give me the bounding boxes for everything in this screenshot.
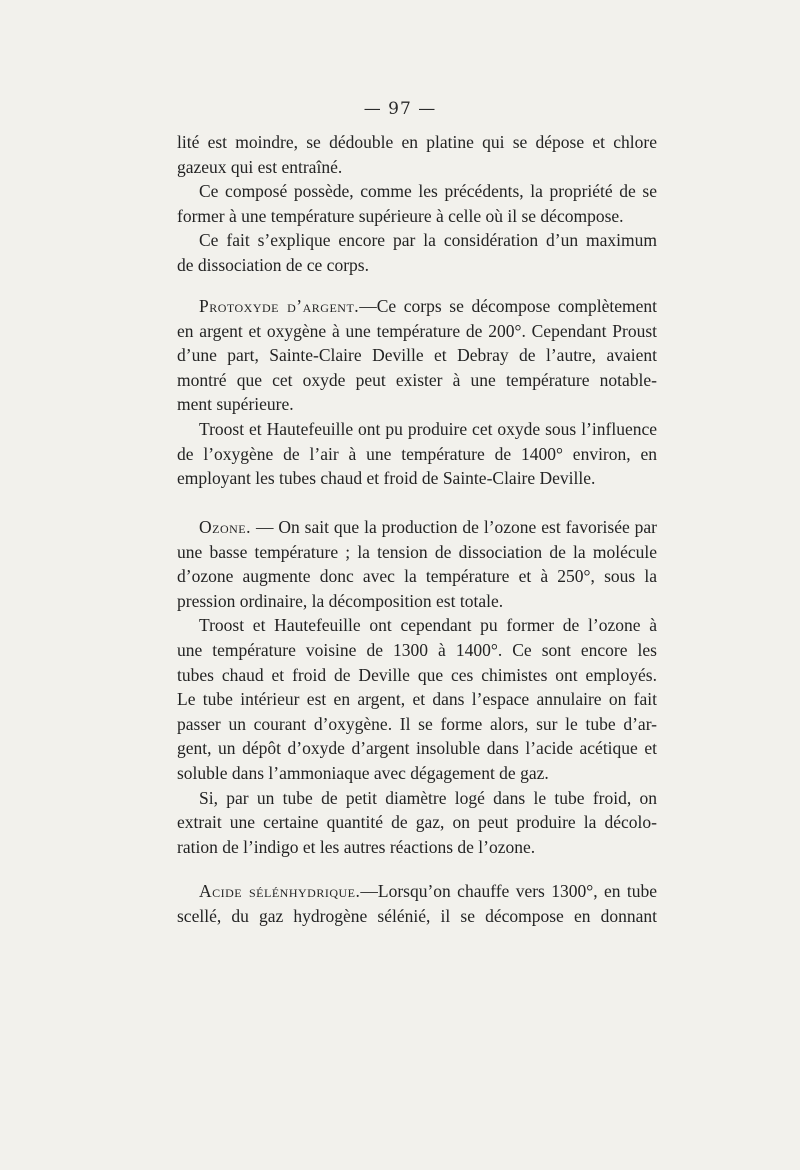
text-line: montré que cet oxyde peut exister à une température notable-	[177, 369, 657, 390]
text-line: Ozone. — On sait que la production de l’ozone est favorisée par	[199, 517, 657, 537]
text-line: de dissociation de ce corps.	[177, 254, 369, 275]
section-heading: Ozone.	[199, 517, 252, 537]
text-line: Troost et Hautefeuille ont pu produire cet oxyde sous l’influence	[199, 418, 657, 439]
text-line: extrait une certaine quantité de gaz, on peut produire la décolo-	[177, 812, 657, 833]
section-heading: Protoxyde d’argent.	[199, 296, 360, 316]
paragraph-block-4	[177, 879, 657, 928]
text-line: ration de l’indigo et les autres réactions de l’ozone.	[177, 836, 536, 857]
text-line: une température voisine de 1300 à 1400°. Ce sont encore les	[177, 639, 657, 660]
paragraph-block-1	[177, 130, 657, 278]
text-line: Troost et Hautefeuille ont cependant pu former de l’ozone à	[199, 615, 657, 636]
paragraph-block-2	[177, 294, 657, 491]
text-line: Acide sélénhydrique.—Lorsqu’on chauffe vers 1300°, en tube	[199, 881, 657, 901]
text-line: former à une température supérieure à celle où il se décompose.	[177, 205, 624, 226]
text-line: scellé, du gaz hydrogène sélénié, il se décompose en donnant	[177, 905, 657, 926]
text-line: gazeux qui est entraîné.	[177, 156, 343, 177]
text-line: pression ordinaire, la décomposition est totale.	[177, 590, 504, 611]
text-line: en argent et oxygène à une température de 200°. Cependant Proust	[177, 320, 657, 341]
text-line: Ce fait s’explique encore par la considération d’un maximum	[199, 230, 657, 251]
text-line: Si, par un tube de petit diamètre logé dans le tube froid, on	[199, 787, 657, 808]
text-line: tubes chaud et froid de Deville que ces chimistes ont employés.	[177, 664, 657, 685]
text-line: d’une part, Sainte-Claire Deville et Debray de l’autre, avaient	[177, 345, 657, 366]
page-number: — 97 —	[363, 99, 437, 119]
text-line: passer un courant d’oxygène. Il se forme alors, sur le tube d’ar-	[177, 713, 657, 734]
text-line: une basse température ; la tension de dissociation de la molécule	[177, 541, 657, 562]
text-line: ment supérieure.	[177, 394, 294, 415]
text-line: Ce composé possède, comme les précédents, la propriété de se	[199, 181, 657, 202]
text-line: Le tube intérieur est en argent, et dans l’espace annulaire on fait	[177, 689, 657, 710]
text-line: gent, un dépôt d’oxyde d’argent insoluble dans l’acide acétique et	[177, 738, 657, 759]
section-heading: Acide sélénhydrique.	[199, 881, 361, 901]
text-line: Protoxyde d’argent.—Ce corps se décompose complètement	[199, 296, 657, 316]
paragraph-block-3	[177, 515, 657, 859]
text-line: de l’oxygène de l’air à une température de 1400° environ, en	[177, 443, 657, 464]
text-line: employant les tubes chaud et froid de Sainte-Claire Deville.	[177, 468, 596, 489]
text-line: lité est moindre, se dédouble en platine qui se dépose et chlore	[177, 132, 657, 152]
text-line: soluble dans l’ammoniaque avec dégagement de gaz.	[177, 762, 549, 783]
text-line: d’ozone augmente donc avec la température et à 250°, sous la	[177, 566, 657, 587]
